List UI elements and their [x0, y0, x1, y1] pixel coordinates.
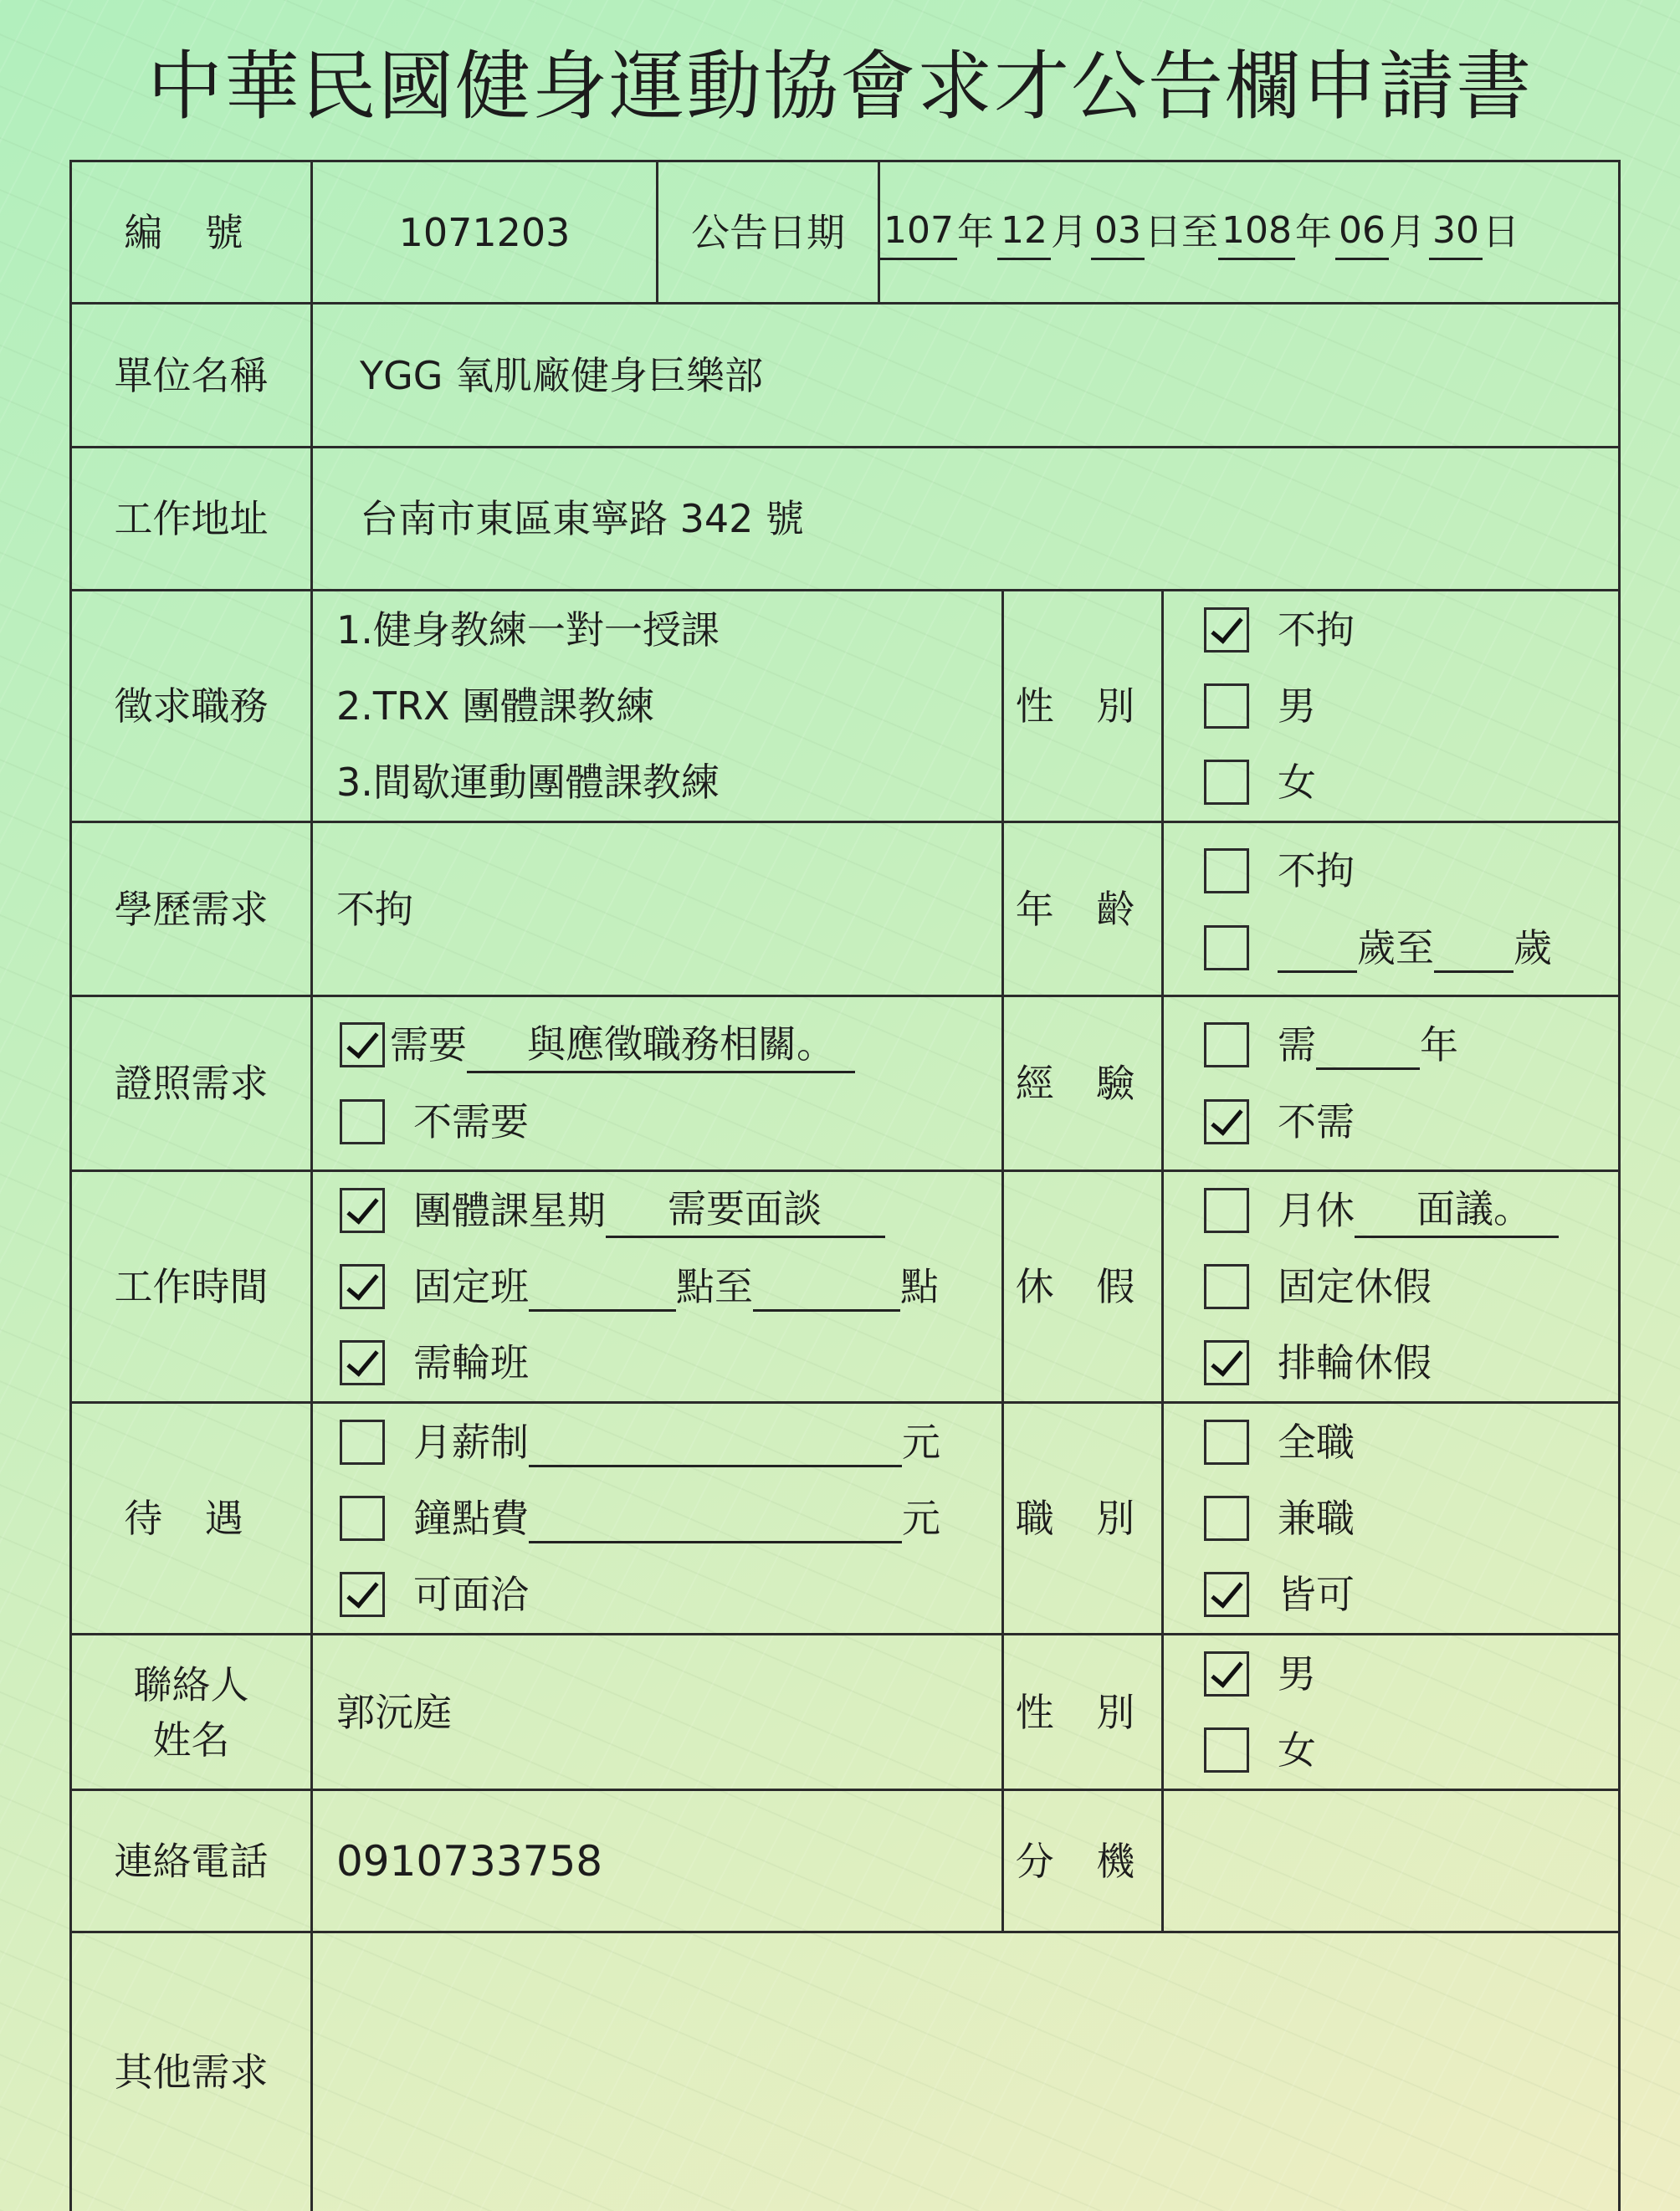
work-time-label: 工作時間	[114, 1264, 269, 1309]
gender-requirement-options: 不拘 男 女	[1164, 591, 1618, 821]
experience-options: 需 年 不需	[1164, 997, 1618, 1169]
phone-value: 0910733758	[336, 1836, 603, 1886]
other-requirements-value[interactable]	[313, 1933, 1618, 2211]
hourly-pay-checkbox[interactable]	[340, 1496, 385, 1541]
end-month: 06	[1335, 204, 1389, 260]
group-class-detail: 需要面談	[606, 1182, 885, 1238]
negotiable-checkbox[interactable]	[340, 1572, 385, 1617]
rotating-off-checkbox[interactable]	[1204, 1340, 1249, 1385]
rotation-checkbox[interactable]	[340, 1340, 385, 1385]
experience-years-blank[interactable]	[1316, 1020, 1420, 1070]
license-detail: 與應徵職務相關。	[467, 1017, 855, 1073]
monthly-salary-blank[interactable]	[529, 1417, 902, 1467]
either-checkbox[interactable]	[1204, 1572, 1249, 1617]
age-to-blank[interactable]	[1434, 923, 1514, 973]
monthly-salary-checkbox[interactable]	[340, 1420, 385, 1465]
contact-gender-label: 性 別	[1015, 1689, 1150, 1735]
end-day: 30	[1429, 204, 1483, 260]
pay-label: 待 遇	[124, 1496, 259, 1541]
license-not-required-checkbox[interactable]	[340, 1099, 385, 1144]
unit-label: 單位名稱	[114, 352, 269, 398]
experience-none-checkbox[interactable]	[1204, 1099, 1249, 1144]
start-month: 12	[997, 204, 1051, 260]
position-item: 2.TRX 團體課教練	[336, 683, 655, 729]
fixed-shift-checkbox[interactable]	[340, 1264, 385, 1309]
job-type-label: 職 別	[1015, 1496, 1150, 1541]
leave-label: 休 假	[1015, 1264, 1150, 1309]
hourly-pay-blank[interactable]	[529, 1493, 902, 1543]
gender-female-checkbox[interactable]	[1204, 760, 1249, 805]
leave-options: 月休 面議。 固定休假 排輪休假	[1164, 1172, 1618, 1401]
fixed-off-checkbox[interactable]	[1204, 1264, 1249, 1309]
extension-label: 分 機	[1015, 1838, 1150, 1884]
contact-male-checkbox[interactable]	[1204, 1651, 1249, 1697]
experience-label: 經 驗	[1015, 1061, 1150, 1106]
education-label: 學歷需求	[114, 886, 269, 932]
date-label: 公告日期	[691, 209, 845, 255]
contact-label: 聯絡人 姓名	[133, 1661, 249, 1763]
contact-name: 郭沅庭	[336, 1689, 452, 1735]
gender-requirement-label: 性 別	[1015, 683, 1150, 729]
gender-any-checkbox[interactable]	[1204, 607, 1249, 653]
phone-label: 連絡電話	[114, 1838, 269, 1884]
pay-options: 月薪制 元 鐘點費 元 可面洽	[313, 1404, 1001, 1633]
group-class-checkbox[interactable]	[340, 1188, 385, 1233]
end-year: 108	[1218, 204, 1295, 260]
unit-value: YGG 氧肌廠健身巨樂部	[360, 352, 764, 398]
part-time-checkbox[interactable]	[1204, 1496, 1249, 1541]
number-label: 編 號	[124, 209, 259, 255]
license-options: 需要 與應徵職務相關。 不需要	[313, 997, 1001, 1169]
license-required-checkbox[interactable]	[340, 1022, 385, 1067]
start-year: 107	[880, 204, 957, 260]
work-time-options: 團體課星期 需要面談 固定班 點至 點 需輪班	[313, 1172, 1001, 1401]
position-item: 1.健身教練一對一授課	[336, 606, 720, 653]
full-time-checkbox[interactable]	[1204, 1420, 1249, 1465]
shift-start-blank[interactable]	[529, 1262, 676, 1312]
license-label: 證照需求	[114, 1061, 269, 1106]
age-range-checkbox[interactable]	[1204, 925, 1249, 970]
education-value: 不拘	[336, 886, 413, 932]
monthly-off-detail: 面議。	[1355, 1182, 1559, 1238]
positions-label: 徵求職務	[114, 683, 269, 729]
monthly-off-checkbox[interactable]	[1204, 1188, 1249, 1233]
form-title: 中華民國健身運動協會求才公告欄申請書	[147, 43, 1533, 131]
contact-gender-options: 男 女	[1164, 1635, 1618, 1789]
age-options: 不拘 歲至 歲	[1164, 823, 1618, 995]
age-from-blank[interactable]	[1278, 923, 1357, 973]
age-any-checkbox[interactable]	[1204, 848, 1249, 893]
job-type-options: 全職 兼職 皆可	[1164, 1404, 1618, 1633]
start-day: 03	[1091, 204, 1145, 260]
announcement-date: 107 年 12 月 03 日 至 108 年 06 月 30 日	[880, 162, 1618, 302]
age-label: 年 齡	[1015, 886, 1150, 932]
number-value: 1071203	[398, 209, 571, 255]
address-label: 工作地址	[114, 496, 269, 541]
position-item: 3.間歇運動團體課教練	[336, 760, 720, 806]
contact-female-checkbox[interactable]	[1204, 1727, 1249, 1773]
gender-male-checkbox[interactable]	[1204, 683, 1249, 729]
experience-need-checkbox[interactable]	[1204, 1022, 1249, 1067]
other-requirements-label: 其他需求	[114, 2050, 269, 2095]
positions-list	[313, 591, 1001, 821]
address-value: 台南市東區東寧路 342 號	[360, 496, 805, 541]
extension-value[interactable]	[1164, 1791, 1618, 1931]
shift-end-blank[interactable]	[753, 1262, 900, 1312]
